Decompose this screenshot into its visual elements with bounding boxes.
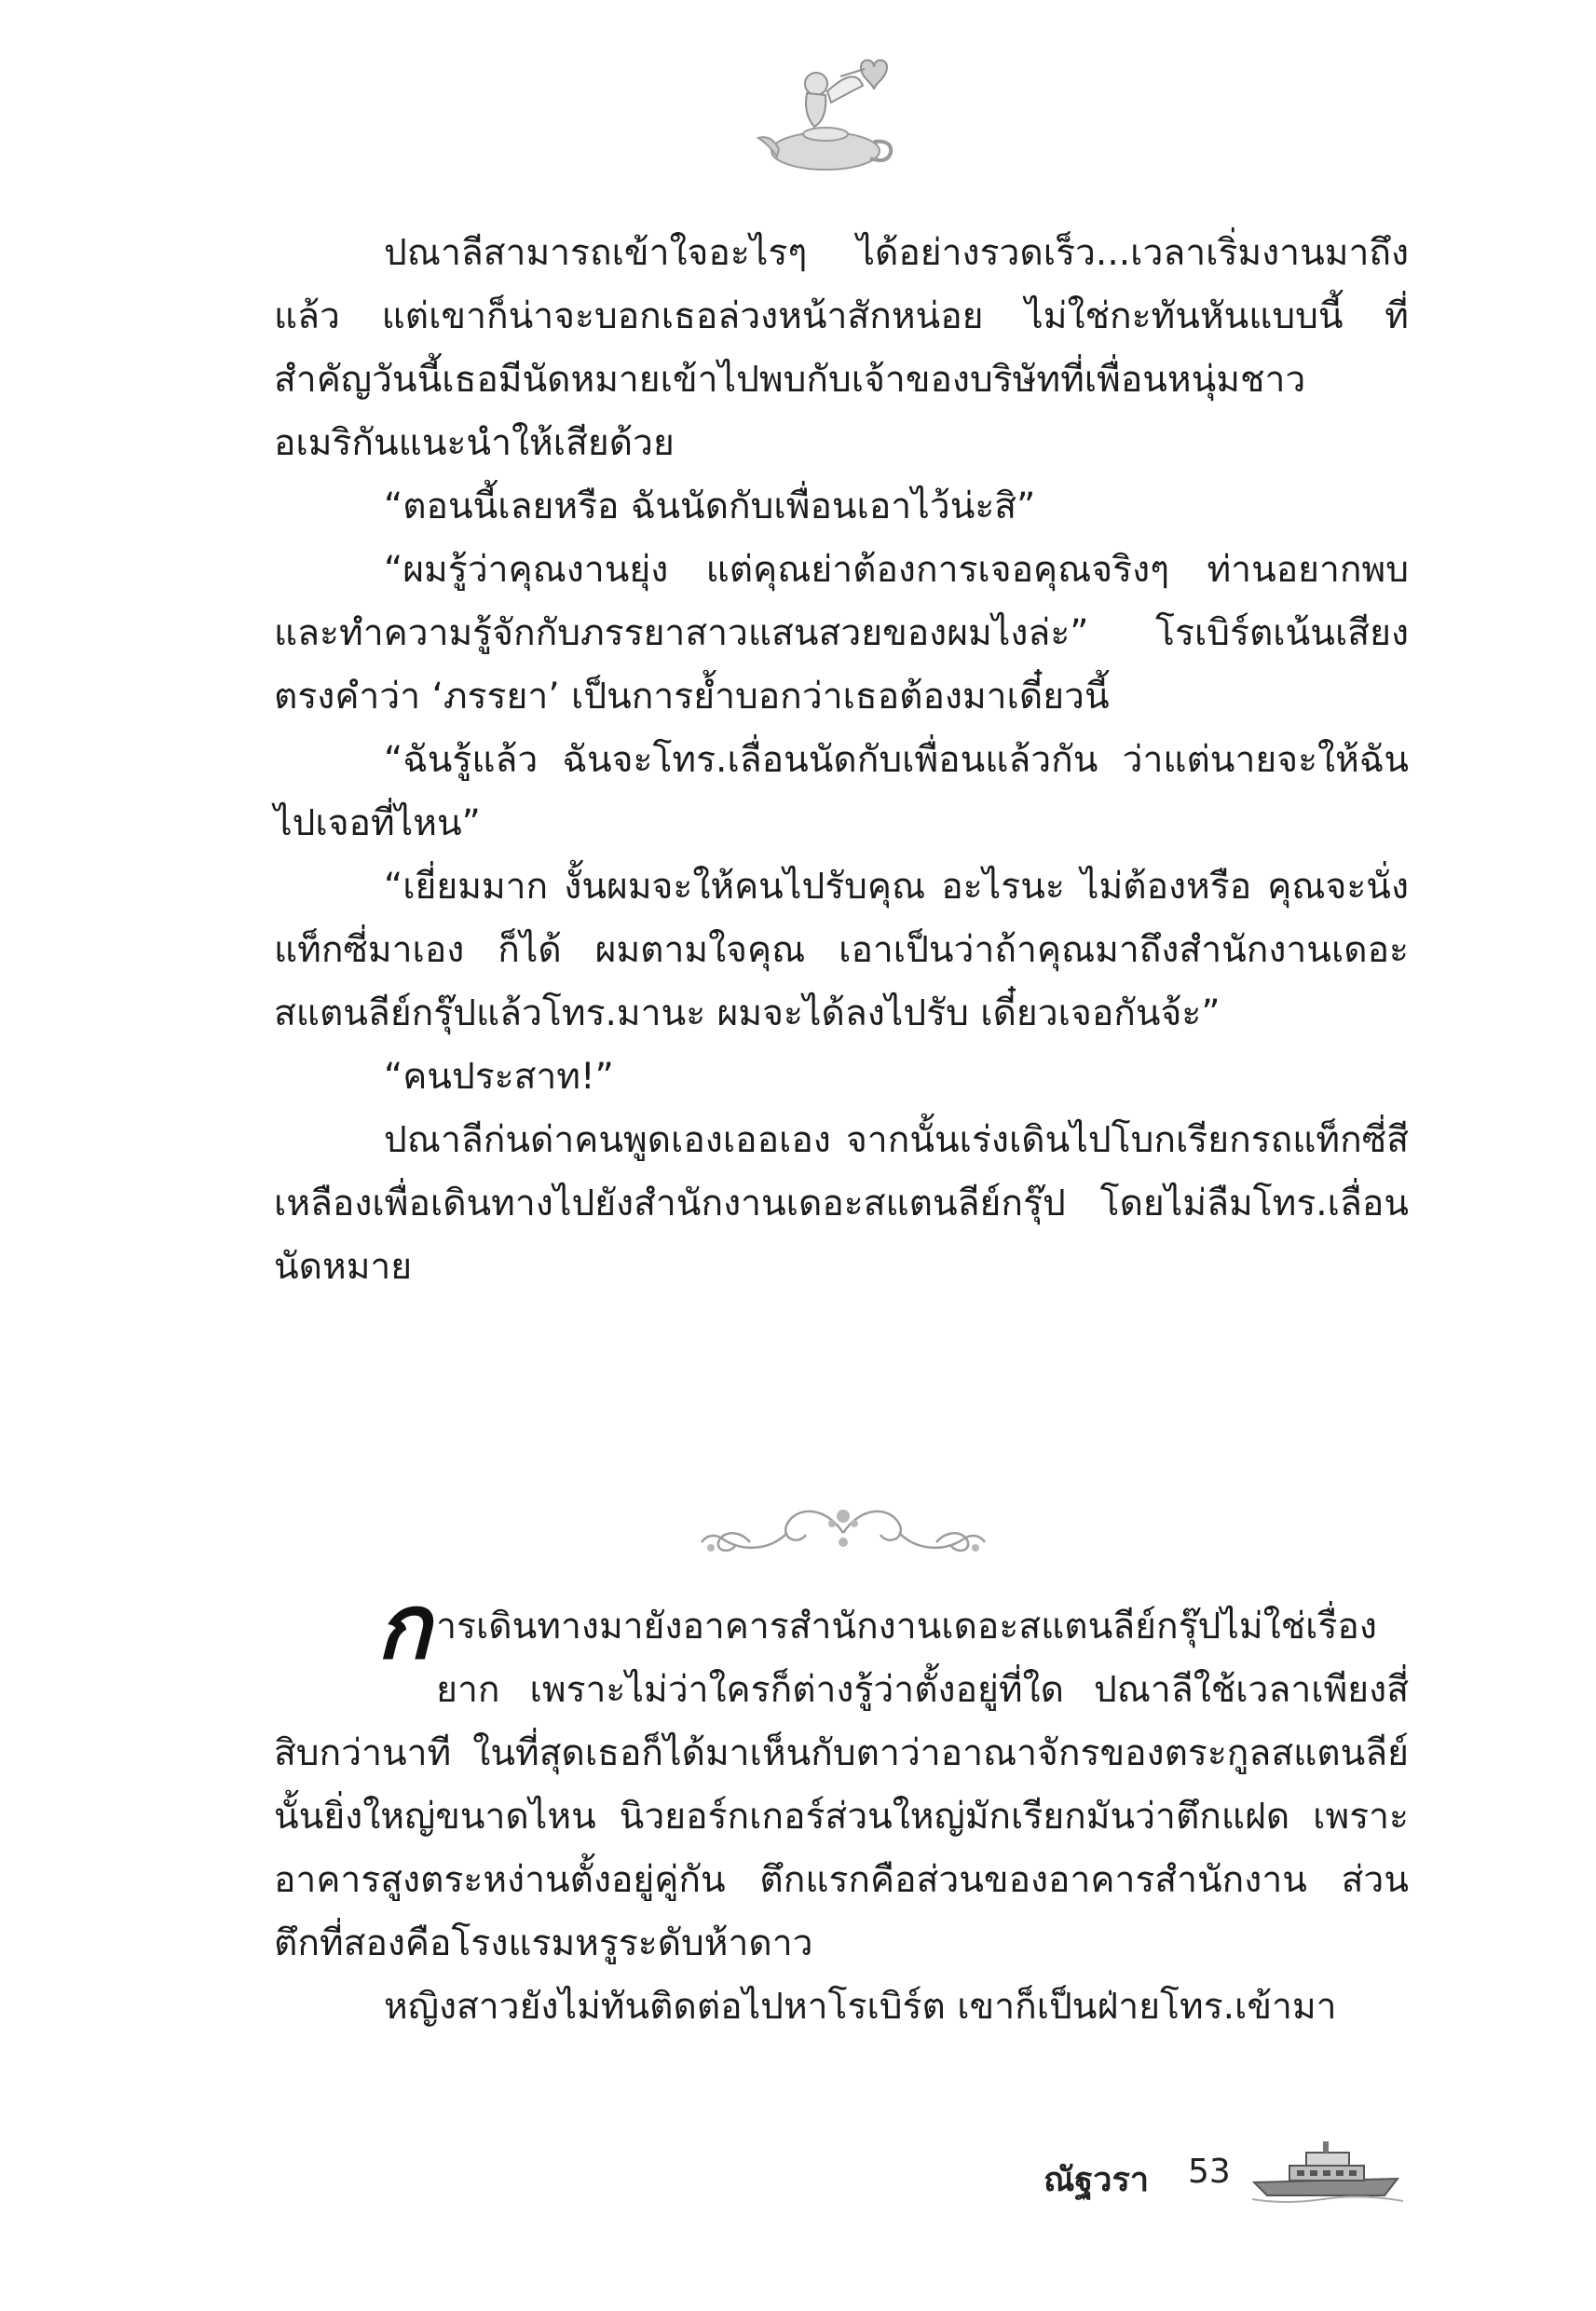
page-number: 53	[1188, 2153, 1231, 2191]
paragraph: ปณาลีก่นด่าคนพูดเองเออเอง จากนั้นเร่งเดินไปโบกเรียกรถแท็กซี่สีเหลืองเพื่อเดินทางไปยังสำนักงานเดอะสแตนลีย์กรุ๊ป โดยไม่ลืมโทร.เลื่อนนัดหมาย	[274, 1119, 1409, 1288]
text-section-2	[274, 1575, 1409, 2039]
paragraph-with-dropcap	[274, 1575, 1409, 1976]
paragraph: “เยี่ยมมาก งั้นผมจะให้คนไปรับคุณ อะไรนะ ไม่ต้องหรือ คุณจะนั่งแท็กซี่มาเอง ก็ได้ ผมตามใจคุณ เอาเป็นว่าถ้าคุณมาถึงสำนักงานเดอะสแตนลีย์กรุ๊ปแล้วโทร.มานะ ผมจะได้ลงไปรับ เดี๋ยวเจอกันจ้ะ”	[274, 866, 1409, 1034]
paragraph-text: ารเดินทางมายังอาคารสำนักงานเดอะสแตนลีย์กรุ๊ปไม่ใช่เรื่องยาก เพราะไม่ว่าใครก็ต่างรู้ว่าตั้งอยู่ที่ใด ปณาลีใช้เวลาเพียงสี่สิบกว่านาที ในที่สุดเธอก็ได้มาเห็นกับตาว่าอาณาจักรของตระกูลสแตนลีย์นั้นยิ่งใหญ่ขนาดไหน นิวยอร์กเกอร์ส่วนใหญ่มักเรียกมันว่าตึกแฝด เพราะอาคารสูงตระหง่านตั้งอยู่คู่กัน ตึกแรกคือส่วนของอาคารสำนักงาน ส่วนตึกที่สองคือโรงแรมหรูระดับห้าดาว	[274, 1606, 1409, 1964]
author-name: ณัฐวรา	[1044, 2161, 1150, 2199]
paragraph: “ฉันรู้แล้ว ฉันจะโทร.เลื่อนนัดกับเพื่อนแล้วกัน ว่าแต่นายจะให้ฉันไปเจอที่ไหน”	[274, 739, 1409, 844]
floral-scroll-divider-icon	[694, 1496, 992, 1566]
page-footer	[0, 2134, 1596, 2218]
drop-cap: ก	[376, 1575, 431, 1679]
yacht-icon	[1248, 2134, 1407, 2208]
cherub-teapot-icon	[751, 48, 900, 179]
paragraph: ปณาลีสามารถเข้าใจอะไรๆ ได้อย่างรวดเร็ว...เวลาเริ่มงานมาถึงแล้ว แต่เขาก็น่าจะบอกเธอล่วงหน้าสักหน่อย ไม่ใช่กะทันหันแบบนี้ ที่สำคัญวันนี้เธอมีนัดหมายเข้าไปพบกับเจ้าของบริษัทที่เพื่อนหนุ่มชาวอเมริกันแนะนำให้เสียด้วย	[274, 232, 1409, 464]
text-section-1	[274, 222, 1409, 1299]
paragraph: “คนประสาท!”	[384, 1056, 614, 1098]
paragraph: หญิงสาวยังไม่ทันติดต่อไปหาโรเบิร์ต เขาก็เป็นฝ่ายโทร.เข้ามา	[384, 1986, 1337, 2028]
paragraph: “ตอนนี้เลยหรือ ฉันนัดกับเพื่อนเอาไว้น่ะสิ”	[384, 485, 1036, 527]
paragraph: “ผมรู้ว่าคุณงานยุ่ง แต่คุณย่าต้องการเจอคุณจริงๆ ท่านอยากพบและทำความรู้จักกับภรรยาสาวแสนสวยของผมไงล่ะ” โรเบิร์ตเน้นเสียงตรงคำว่า ‘ภรรยา’ เป็นการย้ำบอกว่าเธอต้องมาเดี๋ยวนี้	[274, 549, 1409, 718]
